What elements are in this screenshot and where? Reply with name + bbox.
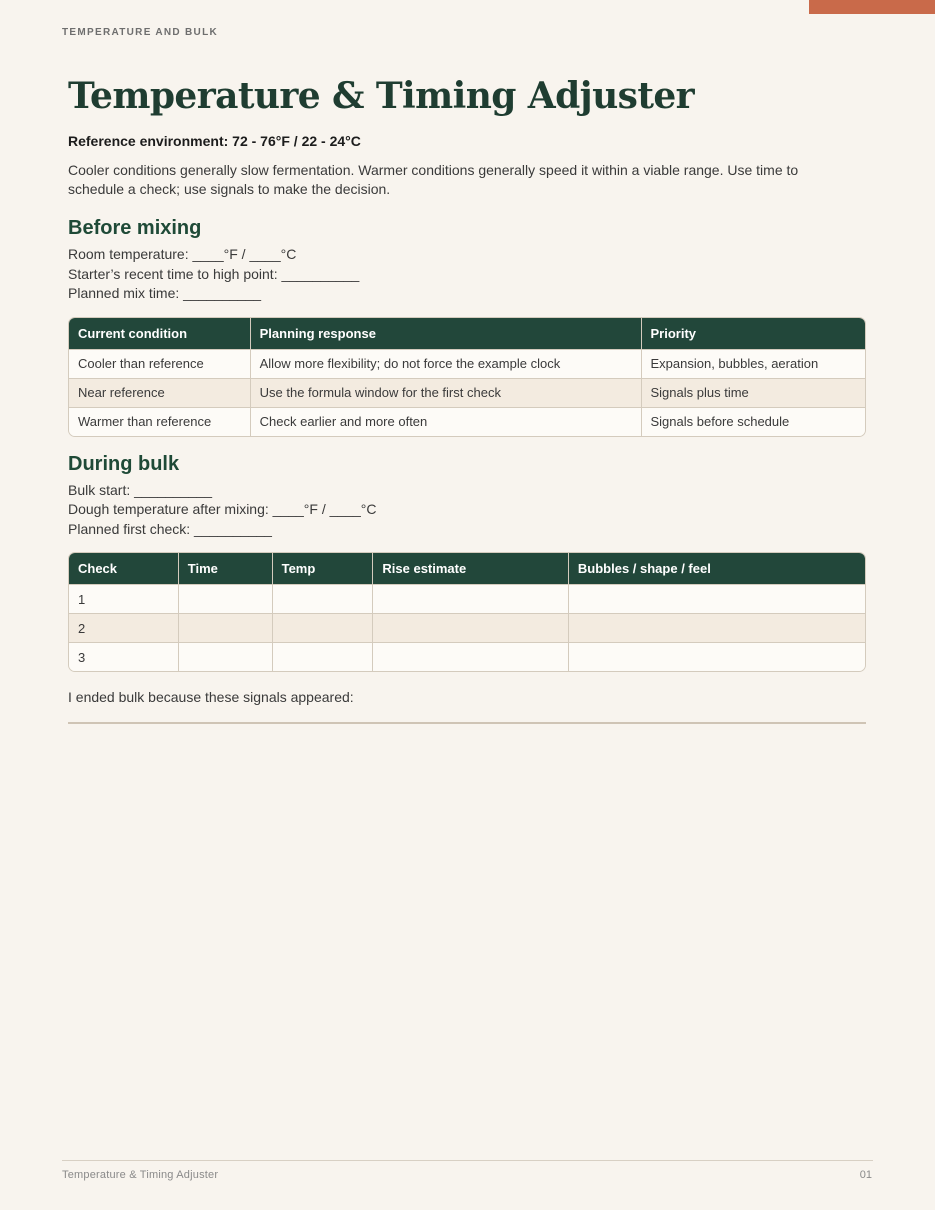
table-row (69, 642, 865, 671)
table-cell: Allow more flexibility; do not force the example clock (251, 349, 642, 378)
time-cell[interactable] (179, 613, 273, 642)
condition-table (68, 317, 866, 437)
rise-estimate-cell[interactable] (373, 642, 569, 671)
during-bulk-fields (68, 481, 866, 540)
time-cell[interactable] (179, 584, 273, 613)
check-number-cell: 2 (69, 613, 179, 642)
bubbles-cell[interactable] (569, 613, 865, 642)
reference-environment: Reference environment: 72 - 76°F / 22 - 24°C (68, 133, 361, 149)
table-row (69, 378, 865, 407)
header-bubbles-shape-feel: Bubbles / shape / feel (569, 553, 865, 584)
table-cell: Near reference (69, 378, 251, 407)
page-title: Temperature & Timing Adjuster (68, 75, 695, 117)
dough-temperature-field: Dough temperature after mixing: ____°F / ____°C (68, 501, 377, 517)
temp-cell[interactable] (273, 584, 374, 613)
intro-paragraph: Cooler conditions generally slow fermentation. Warmer conditions generally speed it within a viable range. Use time to schedule a check; use signals to make the decision. (68, 162, 799, 197)
page-content (68, 72, 866, 724)
room-temperature-field: Room temperature: ____°F / ____°C (68, 246, 297, 262)
header-planning-response: Planning response (251, 318, 642, 349)
header-rise-estimate: Rise estimate (373, 553, 569, 584)
rise-estimate-cell[interactable] (373, 613, 569, 642)
header-temp: Temp (273, 553, 374, 584)
ended-bulk-prompt: I ended bulk because these signals appeared: (68, 689, 354, 705)
table-row (69, 613, 865, 642)
table-cell: Check earlier and more often (251, 407, 642, 436)
table-cell: Signals plus time (642, 378, 866, 407)
bubbles-cell[interactable] (569, 584, 865, 613)
before-mixing-fields (68, 245, 866, 304)
planned-mix-time-field: Planned mix time: __________ (68, 285, 262, 301)
table-cell: Use the formula window for the first check (251, 378, 642, 407)
temp-cell[interactable] (273, 613, 374, 642)
accent-bar (809, 0, 935, 14)
table-cell: Expansion, bubbles, aeration (642, 349, 866, 378)
rise-estimate-cell[interactable] (373, 584, 569, 613)
bulk-start-field: Bulk start: __________ (68, 481, 212, 498)
header-current-condition: Current condition (69, 318, 251, 349)
footer-title: Temperature & Timing Adjuster (62, 1169, 219, 1181)
bulk-check-table (68, 552, 866, 672)
bubbles-cell[interactable] (569, 642, 865, 671)
page-number: 01 (859, 1169, 872, 1181)
starter-time-field: Starter’s recent time to high point: __________ (68, 265, 360, 282)
table-row (69, 349, 865, 378)
during-bulk-heading: During bulk (68, 452, 180, 475)
table-cell: Signals before schedule (642, 407, 866, 436)
header-check: Check (69, 553, 179, 584)
bulk-check-table-header (69, 553, 865, 584)
table-row (69, 407, 865, 436)
time-cell[interactable] (179, 642, 273, 671)
header-priority: Priority (642, 318, 866, 349)
running-head: TEMPERATURE AND BULK (62, 27, 218, 38)
table-cell: Cooler than reference (69, 349, 251, 378)
condition-table-header (69, 318, 865, 349)
before-mixing-heading: Before mixing (68, 217, 202, 239)
temp-cell[interactable] (273, 642, 374, 671)
planned-first-check-field: Planned first check: __________ (68, 520, 272, 537)
check-number-cell: 1 (69, 584, 179, 613)
check-number-cell: 3 (69, 642, 179, 671)
header-time: Time (179, 553, 273, 584)
footer-divider (62, 1160, 873, 1161)
answer-line[interactable] (68, 722, 866, 724)
table-cell: Warmer than reference (69, 407, 251, 436)
table-row (69, 584, 865, 613)
